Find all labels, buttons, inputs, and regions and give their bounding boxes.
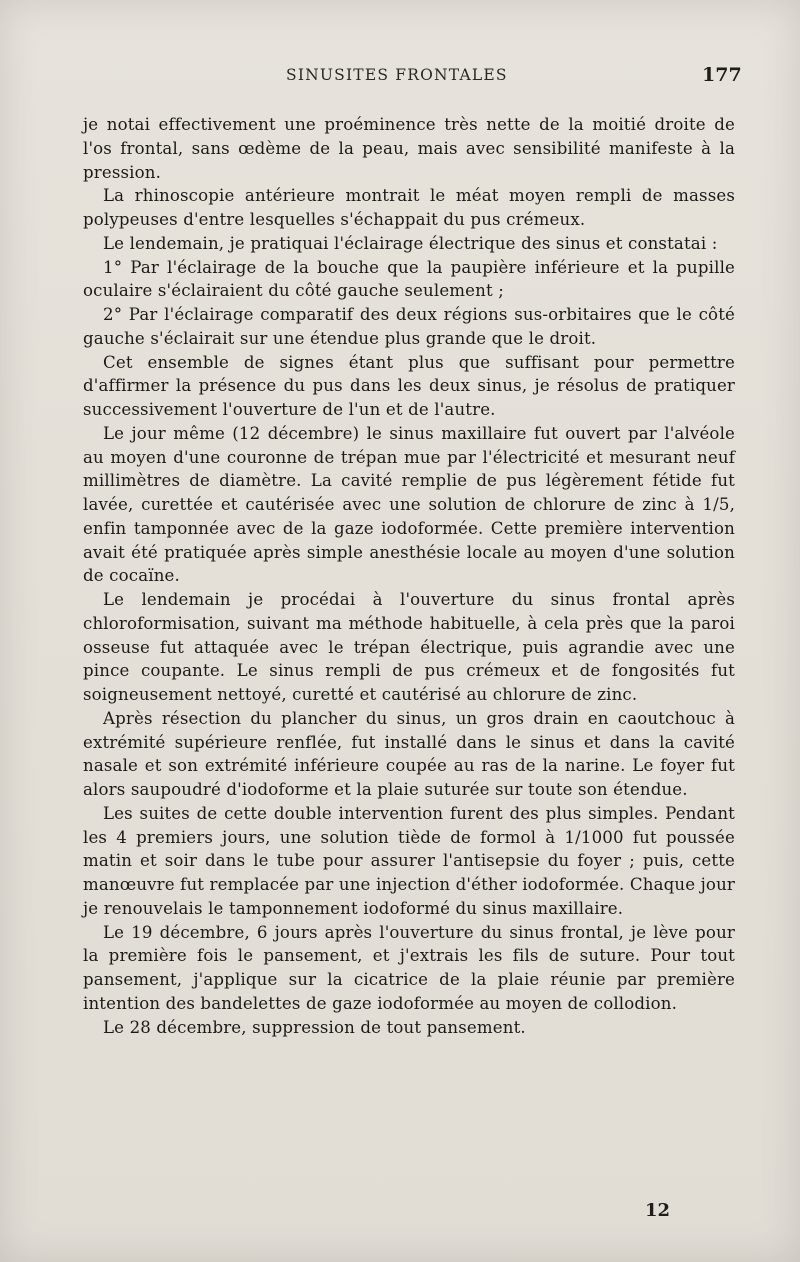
- paragraph: La rhinoscopie antérieure montrait le méat moyen rempli de masses polypeuses d'entre lesquelles s'échappait du pus crémeux.: [83, 186, 735, 229]
- paragraph: Le jour même (12 décembre) le sinus maxillaire fut ouvert par l'alvéole au moyen d'une couronne de trépan mue par l'électricité et mesurant neuf millimètres de diamètre. La cavité remplie de pus légèrement fétide fut lavée, curettée et cautérisée avec une solution de chlorure de zinc à 1/5, enfin tamponnée avec de la gaze iodoformée. Cette première intervention avait été pratiquée après simple anesthésie locale au moyen d'une solution de cocaïne.: [83, 423, 735, 586]
- page-number: 177: [702, 64, 742, 86]
- paragraph: Après résection du plancher du sinus, un gros drain en caoutchouc à extrémité supérieure renflée, fut installé dans le sinus et dans la cavité nasale et son extrémité inférieure coupée au ras de la narine. Le foyer fut alors saupoudré d'iodoforme et la plaie suturée sur toute son étendue.: [83, 708, 735, 799]
- paragraph: je notai effectivement une proéminence très nette de la moitié droite de l'os frontal, sans œdème de la peau, mais avec sensibilité manifeste à la pression.: [83, 115, 735, 182]
- running-title: SINUSITES FRONTALES: [286, 66, 508, 84]
- paragraph: 2° Par l'éclairage comparatif des deux régions sus-orbitaires que le côté gauche s'éclairait sur une étendue plus grande que le droit.: [83, 305, 735, 348]
- paragraph: Les suites de cette double intervention furent des plus simples. Pendant les 4 premiers jours, une solution tiède de formol à 1/1000 fut poussée matin et soir dans le tube pour assurer l'antisepsie du foyer ; puis, cette manœuvre fut remplacée par une injection d'éther iodoformée. Chaque jour je renouvelais le tamponnement iodoformé du sinus maxillaire.: [83, 803, 735, 918]
- paragraph: Le lendemain je procédai à l'ouverture du sinus frontal après chloroformisation, suivant ma méthode habituelle, à cela près que la paroi osseuse fut attaquée avec le trépan électrique, puis agrandie avec une pince coupante. Le sinus rempli de pus crémeux et de fongosités fut soigneusement nettoyé, curetté et cautérisé au chlorure de zinc.: [83, 590, 735, 704]
- paragraph: Le lendemain, je pratiquai l'éclairage électrique des sinus et constatai :: [103, 233, 718, 253]
- body-text: [83, 113, 735, 1039]
- signature-mark: 12: [645, 1200, 671, 1221]
- paragraph: Cet ensemble de signes étant plus que suffisant pour permettre d'affirmer la présence du pus dans les deux sinus, je résolus de pratiquer successivement l'ouverture de l'un et de l'autre.: [83, 352, 735, 419]
- paragraph: Le 28 décembre, suppression de tout pansement.: [103, 1017, 526, 1037]
- paragraph: Le 19 décembre, 6 jours après l'ouverture du sinus frontal, je lève pour la première fois le pansement, et j'extrais les fils de suture. Pour tout pansement, j'applique sur la cicatrice de la plaie réunie par première intention des bandelettes de gaze iodoformée au moyen de collodion.: [83, 922, 735, 1013]
- paragraph: 1° Par l'éclairage de la bouche que la paupière inférieure et la pupille oculaire s'éclairaient du côté gauche seulement ;: [83, 257, 735, 301]
